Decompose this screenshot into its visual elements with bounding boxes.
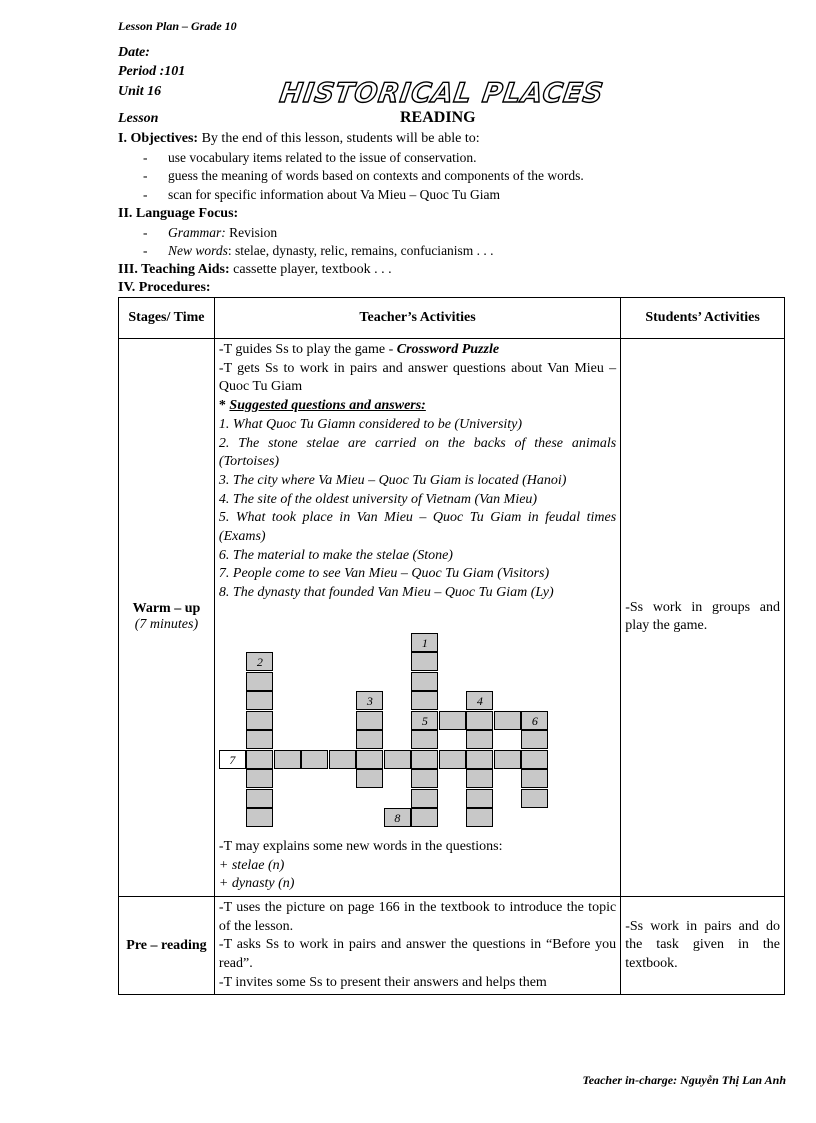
procedures-table	[118, 297, 785, 995]
crossword-cell	[356, 711, 383, 730]
crossword-cell	[466, 750, 493, 769]
crossword-cell: 2	[246, 652, 273, 671]
objectives-heading: I. Objectives:	[118, 131, 199, 146]
crossword-cell	[411, 652, 438, 671]
question-item: 7. People come to see Van Mieu – Quoc Tu Giam (Visitors)	[218, 566, 550, 582]
crossword-cell: 5	[411, 711, 438, 730]
prereading-t1: -T uses the picture on page 166 in the textbook to introduce the topic of the lesson.	[218, 899, 617, 934]
crossword-grid	[219, 633, 616, 838]
crossword-cell	[384, 750, 411, 769]
crossword-cell	[246, 672, 273, 691]
crossword-cell	[521, 750, 548, 769]
prereading-teacher-cell	[214, 896, 620, 995]
question-item: 8. The dynasty that founded Van Mieu – Quoc Tu Giam (Ly)	[218, 585, 554, 601]
warmup-t1: -T guides Ss to play the game - Crossword Puzzle	[218, 342, 500, 357]
new-words-item: - New words: stelae, dynasty, relic, remains, confucianism . . .	[143, 243, 494, 258]
procedures-heading: IV. Procedures:	[118, 280, 211, 295]
objective-item: - scan for specific information about Va Mieu – Quoc Tu Giam	[143, 187, 500, 202]
crossword-cell	[246, 691, 273, 710]
question-item: 2. The stone stelae are carried on the backs of these animals (Tortoises)	[218, 435, 617, 470]
warmup-teacher-cell	[214, 339, 620, 897]
teacher-in-charge: Teacher in-charge: Nguyễn Thị Lan Anh	[582, 1073, 786, 1087]
crossword-cell	[411, 808, 438, 827]
crossword-cell	[411, 691, 438, 710]
crossword-cell	[411, 730, 438, 749]
teaching-aids-line: III. Teaching Aids: cassette player, textbook . . .	[118, 262, 392, 277]
crossword-cell	[439, 750, 466, 769]
crossword-cell	[274, 750, 301, 769]
header-teacher: Teacher’s Activities	[214, 298, 620, 339]
header-stages: Stages/ Time	[119, 298, 215, 339]
crossword-cell: 6	[521, 711, 548, 730]
question-item: 4. The site of the oldest university of Vietnam (Van Mieu)	[218, 491, 538, 507]
crossword-cell: 1	[411, 633, 438, 652]
warmup-students-cell: -Ss work in groups and play the game.	[621, 339, 785, 897]
crossword-cell	[411, 789, 438, 808]
crossword-cell	[466, 808, 493, 827]
question-item: 5. What took place in Van Mieu – Quoc Tu Giam in feudal times (Exams)	[218, 510, 617, 545]
crossword-cell	[301, 750, 328, 769]
crossword-cell	[329, 750, 356, 769]
prereading-students-cell: -Ss work in pairs and do the task given in the textbook.	[621, 896, 785, 995]
prereading-t3: -T invites some Ss to present their answers and helps them	[218, 974, 547, 990]
crossword-cell	[246, 808, 273, 827]
crossword-cell: 8	[384, 808, 411, 827]
crossword-cell	[411, 750, 438, 769]
objective-item: - use vocabulary items related to the issue of conservation.	[143, 150, 477, 165]
crossword-cell	[411, 672, 438, 691]
crossword-cell: 4	[466, 691, 493, 710]
objectives-intro: By the end of this lesson, students will be able to:	[201, 131, 480, 146]
crossword-cell	[466, 730, 493, 749]
crossword-cell	[466, 711, 493, 730]
page-header: Lesson Plan – Grade 10	[118, 19, 237, 33]
question-item: 1. What Quoc Tu Giamn considered to be (University)	[218, 416, 523, 432]
table-header-row	[119, 298, 785, 339]
objective-item: - guess the meaning of words based on contexts and components of the words.	[143, 168, 584, 183]
crossword-cell	[439, 711, 466, 730]
crossword-cell	[521, 789, 548, 808]
crossword-cell	[356, 730, 383, 749]
crossword-cell	[521, 769, 548, 788]
crossword-cell	[246, 730, 273, 749]
table-row	[119, 896, 785, 995]
crossword-cell	[466, 789, 493, 808]
objectives-line	[118, 131, 480, 147]
warmup-stage: Warm – up	[132, 601, 201, 617]
crossword-cell	[494, 750, 521, 769]
prereading-stage-cell: Pre – reading	[119, 896, 215, 995]
word-item: + dynasty (n)	[218, 876, 295, 892]
crossword-cell	[466, 769, 493, 788]
prereading-t2: -T asks Ss to work in pairs and answer the questions in “Before you read”.	[218, 937, 617, 972]
crossword-cell	[356, 769, 383, 788]
warmup-t2: -T gets Ss to work in pairs and answer questions about Van Mieu – Quoc Tu Giam	[218, 360, 617, 395]
crossword-cell: 7	[219, 750, 246, 769]
table-row	[119, 339, 785, 897]
crossword-cell	[521, 730, 548, 749]
lesson-label: Lesson	[118, 111, 159, 126]
date-label: Date:	[118, 45, 150, 60]
header-students: Students’ Activities	[621, 298, 785, 339]
period-label: Period :101	[118, 64, 186, 79]
word-item: + stelae (n)	[218, 857, 285, 873]
crossword-cell	[494, 711, 521, 730]
warmup-stage-cell	[119, 339, 215, 897]
warmup-time: (7 minutes)	[134, 617, 199, 633]
unit-label: Unit 16	[118, 84, 162, 99]
page-title: HISTORICAL PLACES	[277, 78, 606, 109]
crossword-cell	[411, 769, 438, 788]
crossword-cell	[356, 750, 383, 769]
explain-line: -T may explains some new words in the questions:	[218, 838, 503, 854]
crossword-cell	[246, 769, 273, 788]
suggested-heading: * Suggested questions and answers:	[218, 398, 426, 414]
language-focus-heading: II. Language Focus:	[118, 206, 239, 221]
crossword-cell	[246, 750, 273, 769]
crossword-cell: 3	[356, 691, 383, 710]
grammar-item: - Grammar: Revision	[143, 225, 278, 240]
page-subtitle: READING	[400, 109, 476, 126]
question-item: 6. The material to make the stelae (Stone)	[218, 547, 453, 563]
crossword-cell	[246, 789, 273, 808]
crossword-cell	[246, 711, 273, 730]
question-item: 3. The city where Va Mieu – Quoc Tu Giam is located (Hanoi)	[218, 472, 567, 488]
